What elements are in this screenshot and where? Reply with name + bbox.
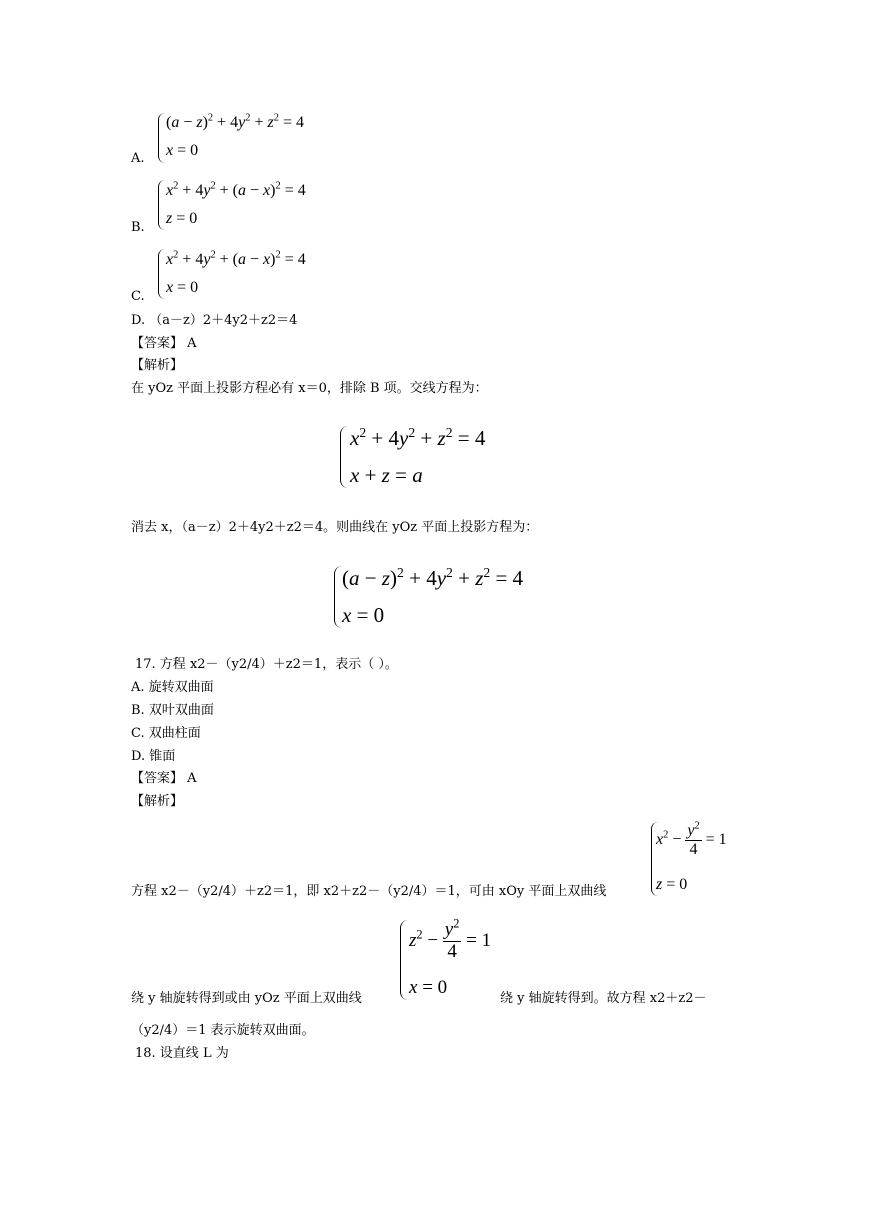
q17-option-c: C. 双曲柱面 [131, 726, 201, 741]
q17-stem: 17. 方程 x2－（y2/4）＋z2＝1，表示（ ）。 [135, 657, 398, 672]
brace-option-b [158, 180, 165, 230]
equation-xoy-hyperbola-line2: z = 0 [656, 876, 688, 893]
option-b-label: B. [131, 220, 145, 235]
q17-option-d: D. 锥面 [131, 749, 176, 764]
equation-option-b-line2: z = 0 [166, 210, 198, 227]
equation-option-c-line2: x = 0 [166, 279, 199, 296]
q17-option-a: A. 旋转双曲面 [131, 680, 214, 695]
equation-option-b-line1: $x^2 + 4y^2 + (a - x)^2 = 4$ [166, 180, 306, 199]
brace-option-c [158, 249, 165, 299]
equation-yoz-hyperbola-line1: $z^2$ − $\frac{y^2}{4}$ = 1 [409, 916, 492, 962]
q16-answer: 【答案】 A [131, 336, 197, 351]
equation-xoy-hyperbola-line1: $x^2$ − $\frac{y^2}{4}$ = 1 [656, 820, 727, 858]
equation-intersection-line1: $x^2 + 4y^2 + z^2 = 4$ [350, 425, 486, 450]
brace-option-a [158, 113, 165, 163]
equation-option-a-line1: $(a - z)^2 + 4y^2 + z^2 = 4$ [166, 112, 304, 131]
equation-yoz-hyperbola-line2: x = 0 [409, 977, 448, 998]
equation-option-a-line2: x = 0 [166, 142, 199, 159]
q16-analysis-line1: 在 yOz 平面上投影方程必有 x＝0，排除 B 项。交线方程为： [131, 381, 488, 396]
equation-intersection-line2: x + z = a [350, 463, 423, 487]
option-d-text: D. （a－z）2＋4y2＋z2＝4 [131, 313, 298, 328]
q17-answer: 【答案】 A [131, 771, 197, 786]
equation-option-c-line1: $x^2 + 4y^2 + (a - x)^2 = 4$ [166, 249, 306, 268]
q17-analysis-line3: （y2/4）＝1 表示旋转双曲面。 [131, 1023, 315, 1038]
q18-stem: 18. 设直线 L 为 [135, 1046, 229, 1061]
option-c-label: C. [131, 289, 145, 304]
equation-projection-line1: $(a - z)^2 + 4y^2 + z^2 = 4$ [342, 565, 524, 590]
q17-option-b: B. 双叶双曲面 [131, 703, 214, 718]
q16-analysis-line2: 消去 x，（a－z）2＋4y2＋z2＝4。则曲线在 yOz 平面上投影方程为： [131, 520, 539, 535]
q17-analysis-line2b: 绕 y 轴旋转得到。故方程 x2＋z2－ [500, 991, 707, 1006]
brace-yoz-hyperbola [400, 920, 408, 1000]
q16-analysis-heading: 【解析】 [131, 358, 184, 373]
brace-intersection [340, 426, 349, 488]
option-a-label: A. [131, 151, 145, 166]
q17-analysis-line2a: 绕 y 轴旋转得到或由 yOz 平面上双曲线 [131, 991, 362, 1006]
q17-analysis-line1: 方程 x2－（y2/4）＋z2＝1，即 x2＋z2－（y2/4）＝1，可由 xOy 平面上双曲线 [131, 884, 607, 899]
equation-projection-line2: x = 0 [342, 603, 385, 627]
q17-analysis-heading: 【解析】 [131, 794, 184, 809]
